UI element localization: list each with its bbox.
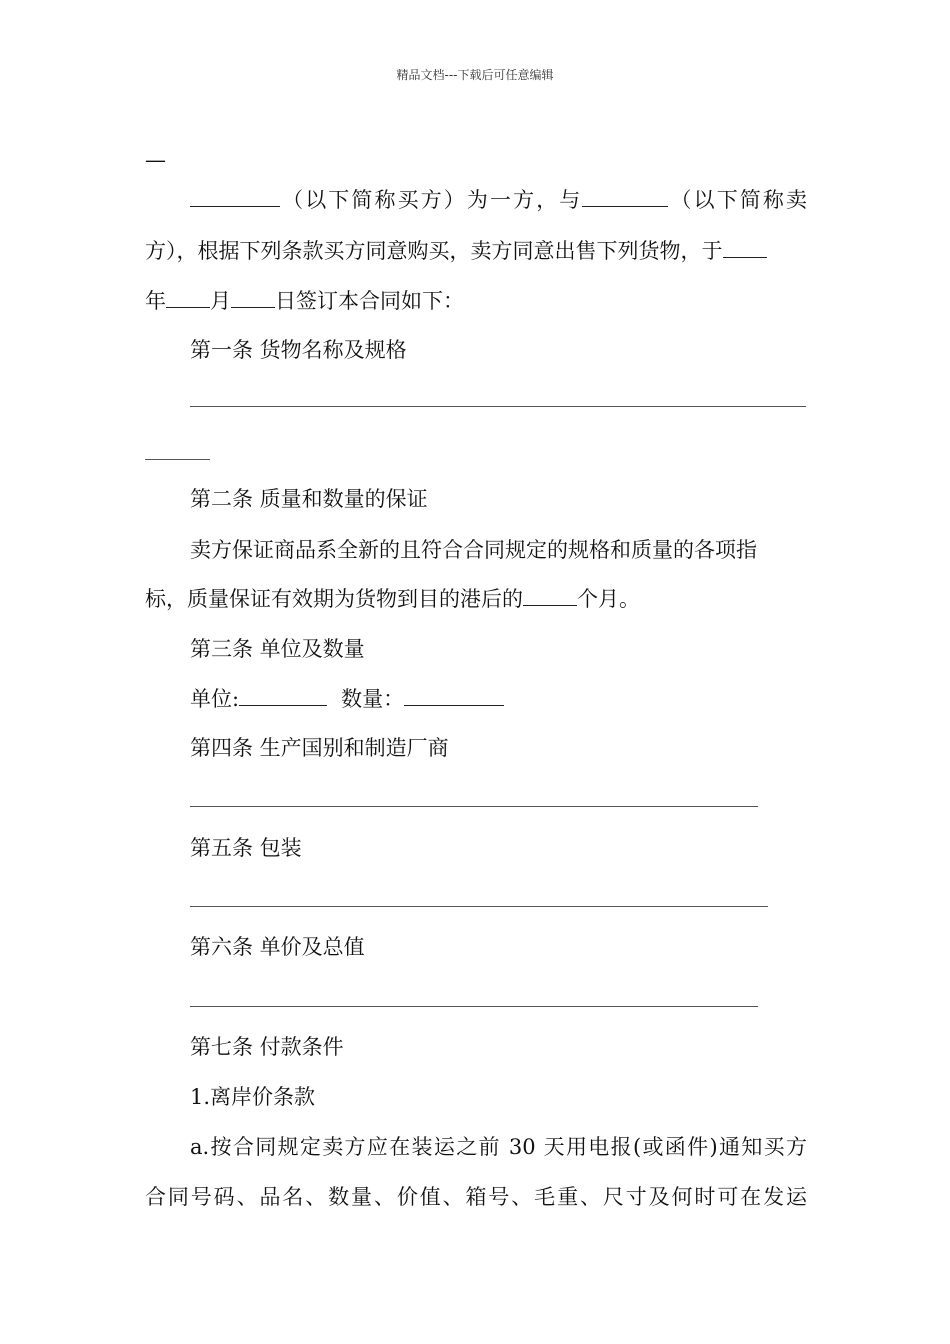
article-4-heading: 第四条 生产国别和制造厂商 (190, 736, 449, 760)
paragraph-parties-line3: 年 月 日签订本合同如下： (145, 289, 464, 313)
warranty-months-blank (523, 585, 577, 606)
article-6-heading: 第六条 单价及总值 (190, 935, 365, 959)
paragraph-parties-line1: （以下简称买方）为一方，与 （以下简称卖 (190, 185, 807, 215)
article-1-heading: 第一条 货物名称及规格 (190, 338, 407, 362)
seller-blank (582, 186, 668, 207)
article-4-fill-line (190, 806, 758, 807)
article-5-fill-line (190, 906, 768, 907)
year-blank (723, 237, 767, 258)
top-dash: — (145, 148, 166, 172)
article-6-fill-line (190, 1006, 758, 1007)
article-1-fill-line-cont (145, 459, 210, 460)
article-2-heading: 第二条 质量和数量的保证 (190, 487, 428, 511)
article-1-fill-line (190, 406, 806, 407)
clause-a-line1: a.按合同规定卖方应在装运之前 30 天用电报(或函件)通知买方 (190, 1135, 807, 1159)
month-blank-a (166, 287, 210, 308)
quantity-blank (404, 685, 504, 706)
article-7-heading: 第七条 付款条件 (190, 1035, 344, 1059)
article-2-text-line1: 卖方保证商品系全新的且符合合同规定的规格和质量的各项指 (190, 538, 757, 562)
fob-clause-heading: 1.离岸价条款 (190, 1085, 316, 1109)
paragraph-parties-line2: 方），根据下列条款买方同意购买，卖方同意出售下列货物，于 (145, 236, 807, 266)
day-blank (231, 287, 275, 308)
article-3-heading: 第三条 单位及数量 (190, 637, 365, 661)
article-5-heading: 第五条 包装 (190, 836, 302, 860)
buyer-blank (190, 186, 280, 207)
unit-blank (239, 685, 327, 706)
article-2-text-line2: 标，质量保证有效期为货物到目的港后的 个月。 (145, 587, 640, 611)
page-header: 精品文档---下载后可任意编辑 (396, 68, 554, 82)
clause-a-line2: 合同号码、品名、数量、价值、箱号、毛重、尺寸及何时可在发运 (145, 1185, 807, 1209)
unit-quantity-line: 单位: 数量： (190, 684, 807, 714)
